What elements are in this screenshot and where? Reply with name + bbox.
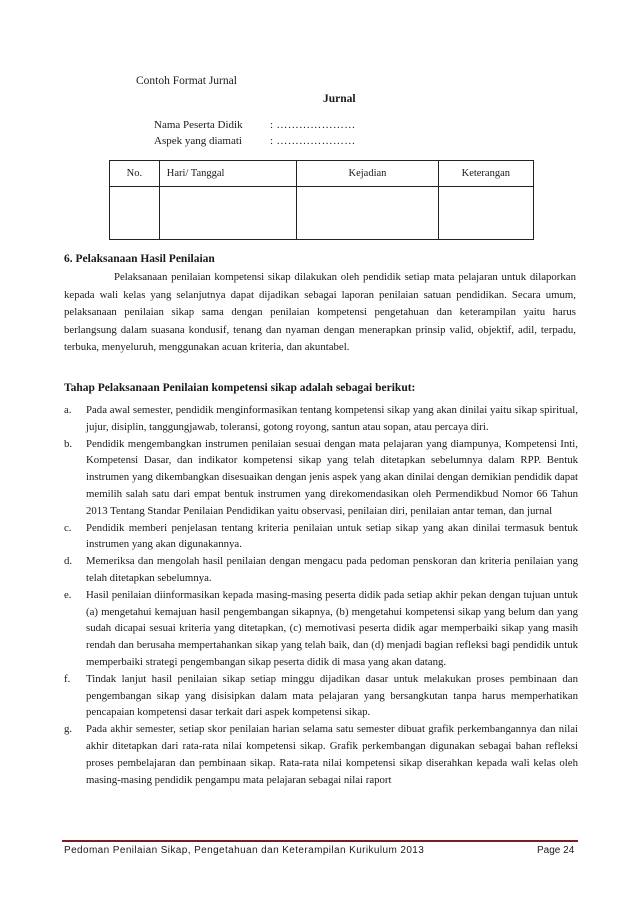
list-text: Memeriksa dan mengolah hasil penilaian dengan mengacu pada pedoman penskoran dan kriteria penilaian yang telah ditetapkan sebelumnya.	[86, 555, 578, 584]
list-marker: d.	[64, 555, 73, 568]
list-text: Pada akhir semester, setiap skor penilaian harian selama satu semester dibuat grafik perkembangannya dan nilai akhir ditetapkan dari rata-rata nilai kompetensi sikap. Grafik perkembangan digunakan sebagai bahan refleksi proses pembelajaran dan pembinaan sikap. Rata-rata nilai kompetensi sikap diserahkan kepada wali kelas oleh masing-masing pendidik pengampu mata pelajaran sebagai nilai raport	[86, 723, 578, 786]
list-item	[64, 520, 578, 554]
table-cell	[159, 187, 297, 240]
table-header-hari: Hari/ Tanggal	[159, 161, 297, 187]
table-row	[110, 187, 534, 240]
list-item	[64, 721, 578, 788]
field-label-nama: Nama Peserta Didik	[154, 119, 243, 131]
table-cell	[297, 187, 438, 240]
list-item	[64, 553, 578, 587]
field-value-aspek: : …………………	[270, 135, 356, 147]
table-header-kejadian: Kejadian	[297, 161, 438, 187]
list-item	[64, 671, 578, 721]
table-header-row	[110, 161, 534, 187]
table-cell	[438, 187, 533, 240]
list-marker: a.	[64, 404, 72, 416]
section-paragraph: Pelaksanaan penilaian kompetensi sikap dilakukan oleh pendidik setiap mata pelajaran untuk dilaporkan kepada wali kelas yang selanjutnya dapat dijadikan sebagai laporan penilaian satuan pendidikan. Secara umum, pelaksanaan penilaian sikap sama dengan penilaian kompetensi pengetahuan dan keterampilan yaitu harus berlangsung dalam suasana kondusif, tenang dan nyaman dengan menerapkan prinsip valid, objektif, adil, terpadu, terbuka, menyeluruh, menggunakan acuan kriteria, dan akuntabel.	[64, 271, 576, 353]
list-text: Pendidik mengembangkan instrumen penilaian sesuai dengan mata pelajaran yang diampunya, Kompetensi Inti, Kompetensi Dasar, dan indikator kompetensi sikap yang telah ditetapkan sebelumnya dalam RPP. Bentuk instrumen yang dikembangkan disesuaikan dengan jenis aspek yang akan dinilai dengan demikian pendidik dapat memilih salah satu dari empat bentuk instrumen yang direkomendasikan oleh Permendikbud Nomor 66 Tahun 2013 Tentang Standar Penilaian Pendidikan yaitu observasi, penilaian diri, penilaian antar teman, dan jurnal	[86, 437, 578, 517]
list-marker: c.	[64, 521, 72, 534]
tahap-list	[64, 402, 578, 788]
table-cell	[110, 187, 160, 240]
jurnal-title: Jurnal	[323, 93, 356, 105]
table-header-keterangan: Keterangan	[438, 161, 533, 187]
jurnal-table	[109, 160, 534, 240]
field-label-aspek: Aspek yang diamati	[154, 135, 242, 147]
section-heading: 6. Pelaksanaan Hasil Penilaian	[64, 253, 215, 265]
list-text: Pada awal semester, pendidik menginformasikan tentang kompetensi sikap yang akan dinilai yaitu sikap spiritual, jujur, disiplin, tanggungjawab, toleransi, gotong royong, santun atau sopan, atau percaya diri.	[86, 404, 578, 433]
list-item	[64, 402, 578, 436]
list-text: Hasil penilaian diinformasikan kepada masing-masing peserta didik pada setiap akhir pekan dengan tujuan untuk (a) mengetahui kemajuan hasil pengembangan sikapnya, (b) mengetahui kompetensi sikap yang belum dan yang sudah dicapai sesuai kriteria yang ditetapkan, (c) memotivasi peserta didik agar memperbaiki sikap yang masih rendah dan berusaha mempertahankan sikap yang telah baik, dan (d) menjadi bagian refleksi bagi pendidik untuk memperbaiki strategi pengembangan sikap peserta didik di masa yang akan datang.	[86, 588, 578, 668]
field-value-nama: : …………………	[270, 119, 356, 131]
table-header-no: No.	[110, 161, 160, 187]
tahap-heading: Tahap Pelaksanaan Penilaian kompetensi sikap adalah sebagai berikut:	[64, 382, 416, 394]
page-number: Page 24	[537, 845, 575, 856]
format-label: Contoh Format Jurnal	[136, 75, 237, 87]
footer-rule	[62, 840, 578, 842]
list-item	[64, 436, 578, 520]
list-item	[64, 587, 578, 671]
list-marker: g.	[64, 723, 73, 736]
list-marker: f.	[64, 672, 71, 685]
list-marker: e.	[64, 588, 72, 601]
footer-title: Pedoman Penilaian Sikap, Pengetahuan dan Keterampilan Kurikulum 2013	[64, 845, 425, 856]
list-marker: b.	[64, 437, 73, 450]
list-text: Tindak lanjut hasil penilaian sikap setiap minggu dijadikan dasar untuk melakukan proses pembinaan dan pengembangan sikap yang disisipkan dalam mata pelajaran yang bersangkutan tanpa harus memperhatikan pencapaian kompetensi dasar terkait dari aspek kompetensi sikap.	[86, 672, 578, 719]
list-text: Pendidik memberi penjelasan tentang kriteria penilaian untuk setiap sikap yang akan dinilai termasuk bentuk instrumen yang akan digunakannya.	[86, 521, 578, 551]
